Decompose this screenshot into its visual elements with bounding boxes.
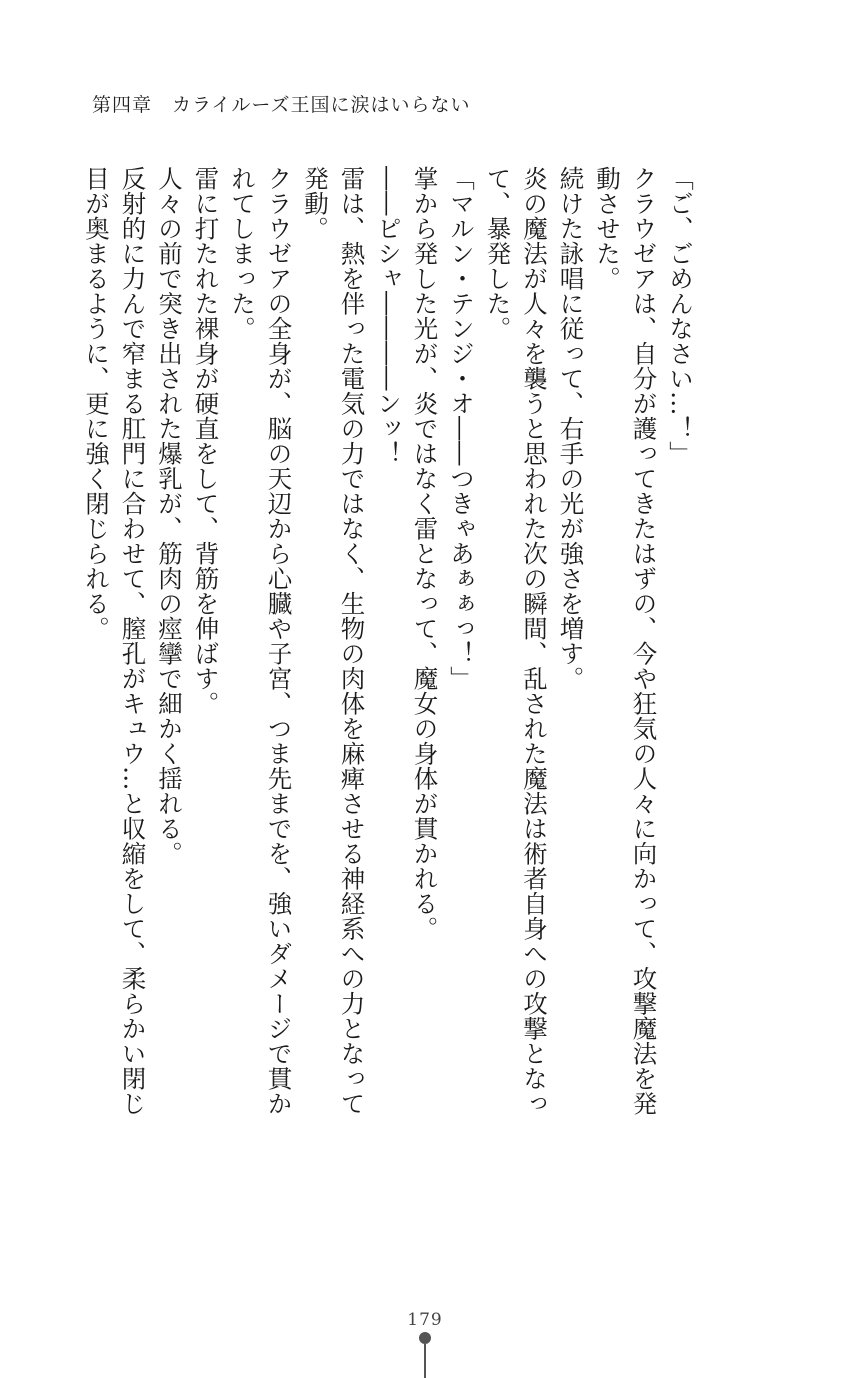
running-header: 第四章 カライルーズ王国に涙はいらない [92, 94, 471, 116]
body-text [78, 166, 699, 1126]
paragraph: 「ご、ごめんなさい…！」 [666, 166, 695, 466]
paragraph: 炎の魔法が人々を襲うと思われた次の瞬間、乱された魔法は術者自身への攻撃となって、暴発した。 [483, 166, 549, 1116]
paragraph: 雷は、熱を伴った電気の力ではなく、生物の肉体を麻痺させる神経系への力となって発動。 [301, 166, 367, 1116]
paragraph: クラウゼアの全身が、脳の天辺から心臓や子宮、つま先までを、強いダメージで貫かれてしまった。 [228, 166, 294, 1116]
paragraph: 人々の前で突き出された爆乳が、筋肉の痙攣で細かく揺れる。 [155, 166, 184, 866]
page-marker-dot [419, 1332, 431, 1344]
paragraph: 反射的に力んで窄まる肛門に合わせて、膣孔がキュウ…と収縮をして、柔らかい閉じ目が奥まるように、更に強く閉じられる。 [82, 166, 148, 1116]
paragraph: クラウゼアは、自分が護ってきたはずの、今や狂気の人々に向かって、攻撃魔法を発動させた。 [593, 166, 659, 1116]
paragraph: ――ピシャ――――ンッ！ [374, 166, 403, 466]
paragraph: 「マルン・テンジ・オ――つきゃあぁぁっ！」 [447, 166, 476, 691]
paragraph: 雷に打たれた裸身が硬直をして、背筋を伸ばす。 [191, 166, 221, 716]
paragraph: 続けた詠唱に従って、右手の光が強さを増す。 [556, 166, 586, 691]
page-marker-line [424, 1344, 426, 1378]
paragraph: 掌から発した光が、炎ではなく雷となって、魔女の身体が貫かれる。 [410, 166, 440, 941]
page-number: 179 [407, 1310, 443, 1330]
